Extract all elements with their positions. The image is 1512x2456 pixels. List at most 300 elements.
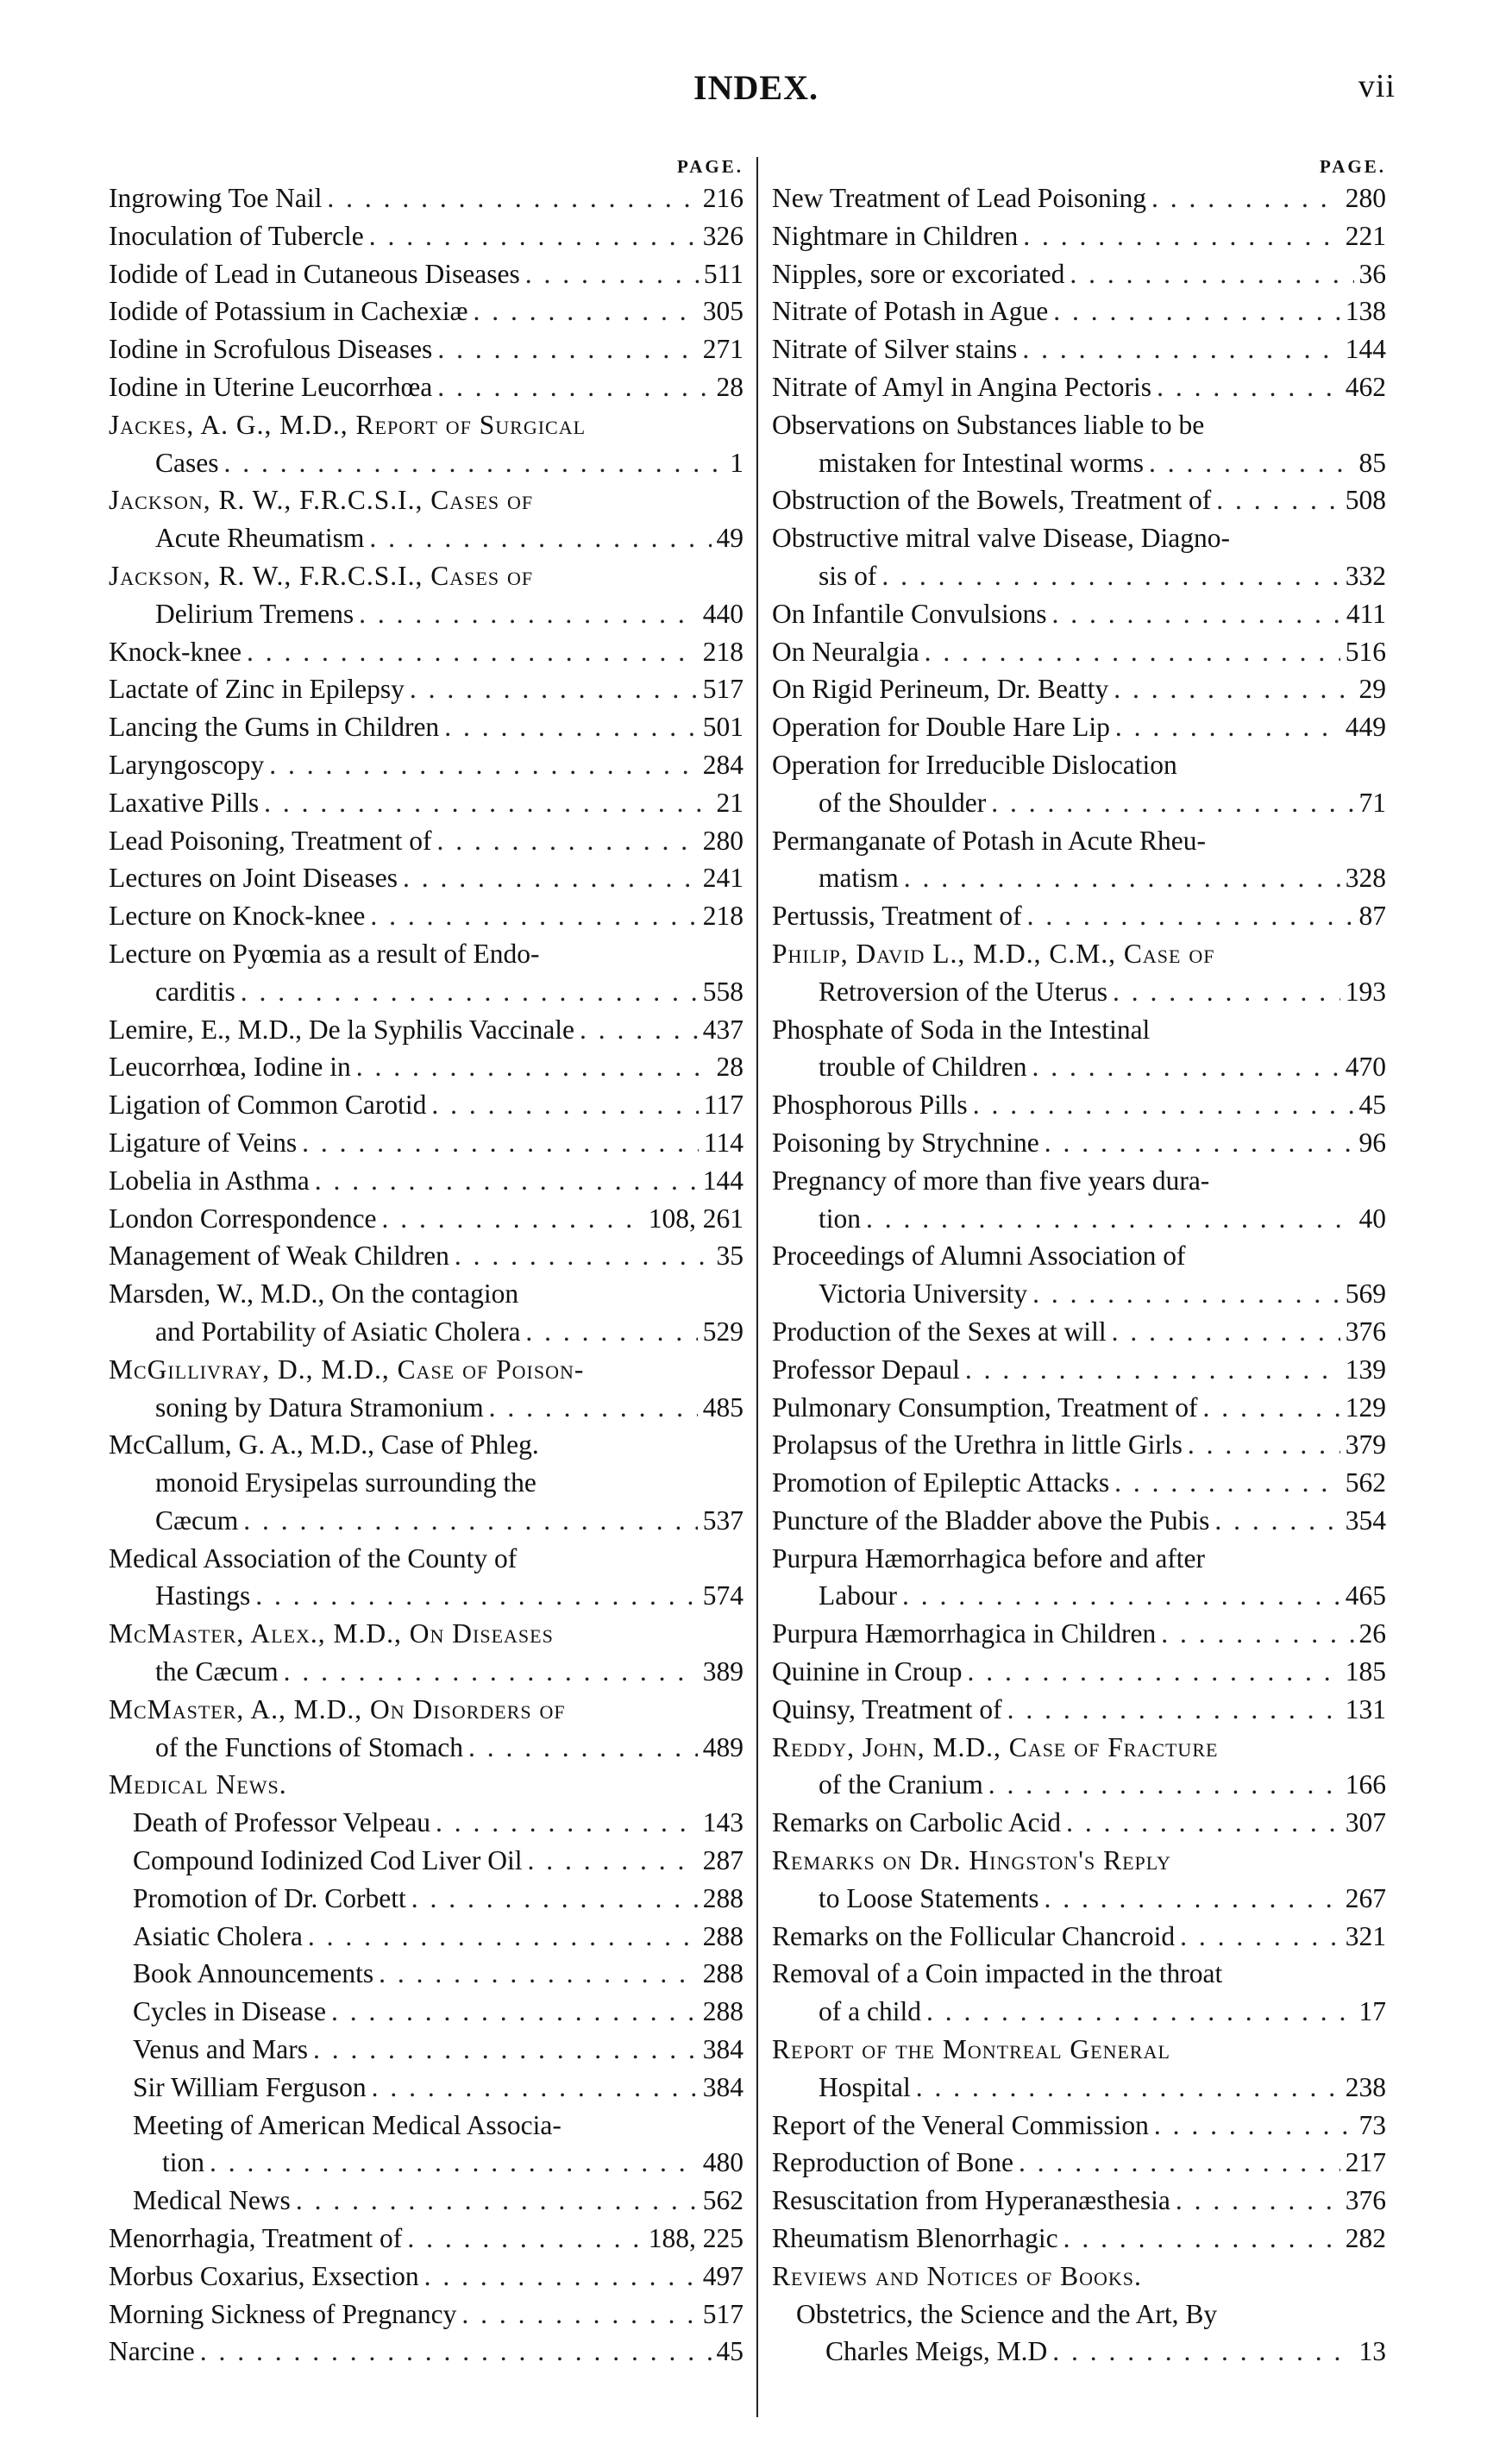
entry-heading: Hastings (155, 1580, 251, 1611)
entry-line (109, 595, 743, 633)
index-entry (109, 859, 743, 897)
entry-page-number: 40 (1358, 1203, 1386, 1234)
entry-line (109, 557, 743, 595)
entry-heading: Quinine in Croup (772, 1656, 963, 1687)
index-entry (109, 670, 743, 708)
entry-line (109, 2296, 743, 2334)
entry-heading: Lecture on Pyœmia as a result of Endo- (109, 938, 540, 969)
entry-heading: McMaster, A., M.D., On Disorders of (109, 1693, 566, 1724)
entry-heading: Inoculation of Tubercle (109, 220, 364, 251)
entry-heading: to Loose Statements (819, 1882, 1039, 1913)
entry-line (109, 2182, 743, 2220)
dot-leader (1176, 2182, 1340, 2220)
entry-page-number: 238 (1345, 2071, 1386, 2102)
entry-heading: Jackes, A. G., M.D., Report of Surgical (109, 409, 587, 440)
index-entry (772, 1124, 1386, 1162)
entry-line (109, 1011, 743, 1049)
dot-leader (313, 2031, 698, 2069)
entry-page-number: 462 (1345, 371, 1386, 402)
index-entry (109, 1918, 743, 1956)
entry-line (772, 481, 1386, 519)
index-entry (772, 1313, 1386, 1351)
entry-page-number: 449 (1345, 712, 1386, 743)
index-entry (772, 1955, 1386, 2031)
entry-heading: and Portability of Asiatic Cholera (155, 1316, 521, 1347)
entry-line (109, 859, 743, 897)
entry-line (772, 633, 1386, 671)
entry-page-number: 307 (1345, 1807, 1386, 1838)
index-entry (109, 1615, 743, 1691)
index-entry (109, 406, 743, 482)
entry-line (109, 481, 743, 519)
entry-heading: Removal of a Coin impacted in the throat (772, 1958, 1223, 1989)
entry-line (109, 292, 743, 330)
dot-leader (1066, 1804, 1340, 1842)
entry-heading: Compound Iodinized Cod Liver Oil (133, 1845, 523, 1876)
entry-heading: Obstructive mitral valve Disease, Diagno- (772, 523, 1230, 554)
index-entry (772, 1351, 1386, 1389)
dot-leader (331, 1993, 698, 2031)
entry-line (109, 368, 743, 406)
index-entry (109, 481, 743, 557)
entry-line (109, 444, 743, 482)
entry-line (772, 1993, 1386, 2031)
index-entry (772, 1918, 1386, 1956)
index-entry (772, 1653, 1386, 1691)
entry-heading: Pulmonary Consumption, Treatment of (772, 1391, 1198, 1423)
entry-heading: Retroversion of the Uterus (819, 976, 1108, 1007)
entry-line (109, 2220, 743, 2258)
entry-line (109, 897, 743, 935)
entry-line (772, 519, 1386, 557)
dot-leader (1023, 217, 1340, 255)
entry-line (109, 1804, 743, 1842)
entry-heading: Iodine in Uterine Leucorrhœa (109, 371, 433, 402)
entry-page-number: 36 (1358, 258, 1386, 289)
index-entry (109, 2296, 743, 2334)
entry-heading: Professor Depaul (772, 1354, 960, 1385)
entry-heading: Puncture of the Bladder above the Pubis (772, 1504, 1210, 1536)
index-entry (772, 2220, 1386, 2258)
index-entry (772, 2182, 1386, 2220)
entry-heading: Cycles in Disease (133, 1996, 326, 2027)
entry-line (772, 973, 1386, 1011)
index-entry (109, 2220, 743, 2258)
index-entry (109, 1804, 743, 1842)
entry-heading: On Rigid Perineum, Dr. Beatty (772, 674, 1109, 705)
dot-leader (1027, 897, 1354, 935)
dot-leader (1022, 330, 1339, 368)
index-entry (772, 292, 1386, 330)
entry-line (772, 1464, 1386, 1502)
entry-heading: Nitrate of Amyl in Angina Pectoris (772, 371, 1152, 402)
entry-page-number: 73 (1358, 2109, 1386, 2140)
entry-line (109, 1275, 743, 1313)
entry-page-number: 558 (702, 976, 743, 1007)
entry-line (772, 557, 1386, 595)
index-entry (772, 368, 1386, 406)
entry-heading: Laryngoscopy (109, 749, 265, 780)
entry-heading: Sir William Ferguson (133, 2071, 367, 2102)
entry-heading: Remarks on the Follicular Chancroid (772, 1920, 1176, 1951)
entry-line (772, 292, 1386, 330)
entry-line (109, 1237, 743, 1275)
index-entry (109, 1275, 743, 1351)
entry-heading: matism (819, 863, 899, 894)
dot-leader (1114, 670, 1353, 708)
entry-line (109, 1729, 743, 1767)
dot-leader (1154, 2107, 1354, 2145)
entry-page-number: 284 (702, 749, 743, 780)
entry-heading: Lobelia in Asthma (109, 1165, 310, 1196)
index-entry (109, 746, 743, 784)
index-entry (772, 1464, 1386, 1502)
entry-heading: Morbus Coxarius, Exsection (109, 2260, 419, 2291)
dot-leader (1113, 973, 1340, 1011)
entry-heading: Death of Professor Velpeau (133, 1807, 430, 1838)
entry-heading: Iodide of Potassium in Cachexiæ (109, 296, 468, 327)
entry-page-number: 143 (702, 1807, 743, 1838)
index-entry (772, 2031, 1386, 2107)
entry-heading: Lead Poisoning, Treatment of (109, 825, 432, 856)
entry-heading: Morning Sickness of Pregnancy (109, 2298, 457, 2329)
dot-leader (881, 557, 1339, 595)
index-entry (109, 255, 743, 293)
entry-line (772, 2220, 1386, 2258)
index-entry (109, 557, 743, 633)
dot-leader (580, 1011, 698, 1049)
index-entry (109, 1842, 743, 1880)
entry-line (772, 1011, 1386, 1049)
entry-line (109, 1540, 743, 1578)
entry-heading: Production of the Sexes at will (772, 1316, 1107, 1347)
entry-page-number: 35 (716, 1241, 743, 1272)
index-entry (772, 2144, 1386, 2182)
index-entry (109, 2069, 743, 2107)
dot-leader (372, 2069, 698, 2107)
dot-leader (455, 1237, 712, 1275)
dot-leader (1114, 1464, 1340, 1502)
dot-leader (968, 1653, 1340, 1691)
index-entry (772, 255, 1386, 293)
entry-page-number: 193 (1345, 976, 1386, 1007)
index-entry (772, 1162, 1386, 1238)
entry-line (772, 255, 1386, 293)
entry-heading: Phosphorous Pills (772, 1090, 968, 1121)
entry-heading: Nitrate of Potash in Ague (772, 296, 1049, 327)
entry-line (772, 1577, 1386, 1615)
dot-leader (437, 330, 697, 368)
entry-line (772, 2144, 1386, 2182)
index-entry (109, 2107, 743, 2183)
index-entry (772, 935, 1386, 1011)
entry-page-number: 288 (702, 1996, 743, 2027)
entry-heading: Prolapsus of the Urethra in little Girls (772, 1429, 1183, 1460)
entry-line (772, 1691, 1386, 1729)
index-entry (109, 822, 743, 860)
entry-line (772, 330, 1386, 368)
entry-page-number: 26 (1358, 1618, 1386, 1649)
dot-leader (991, 784, 1353, 822)
index-entry (109, 217, 743, 255)
entry-heading: Reddy, John, M.D., Case of Fracture (772, 1731, 1219, 1762)
entry-line (772, 1615, 1386, 1653)
dot-leader (296, 2182, 698, 2220)
entry-heading: Report of the Veneral Commission (772, 2109, 1149, 2140)
dot-leader (468, 1729, 698, 1767)
entry-heading: Labour (819, 1580, 897, 1611)
entry-heading: monoid Erysipelas surrounding the (155, 1467, 536, 1498)
dot-leader (241, 973, 698, 1011)
entry-page-number: 144 (1345, 334, 1386, 365)
entry-heading: of the Cranium (819, 1769, 983, 1800)
dot-leader (327, 179, 697, 217)
entry-page-number: 21 (716, 787, 743, 818)
dot-leader (1157, 368, 1340, 406)
entry-page-number: 389 (702, 1656, 743, 1687)
entry-heading: Jackson, R. W., F.R.C.S.I., Cases of (109, 560, 534, 591)
page-column-label: PAGE. (676, 156, 743, 177)
index-entry (109, 1011, 743, 1049)
dot-leader (1115, 708, 1340, 746)
entry-heading: Victoria University (819, 1278, 1028, 1310)
entry-heading: Hospital (819, 2071, 911, 2102)
entry-page-number: 437 (702, 1014, 743, 1045)
dot-leader (436, 822, 697, 860)
index-entry (772, 1729, 1386, 1805)
entry-page-number: 562 (702, 2185, 743, 2216)
entry-page-number: 569 (1345, 1278, 1386, 1310)
entry-page-number: 96 (1358, 1127, 1386, 1158)
dot-leader (1007, 1691, 1340, 1729)
dot-leader (424, 2258, 698, 2296)
entry-heading: Reviews and Notices of Books. (772, 2260, 1142, 2291)
entry-heading: of the Functions of Stomach (155, 1731, 463, 1762)
entry-line (772, 1729, 1386, 1767)
index-entry (109, 2333, 743, 2371)
entry-heading: tion (162, 2147, 205, 2178)
entry-line (772, 2107, 1386, 2145)
entry-line (109, 1426, 743, 1464)
entry-page-number: 489 (702, 1731, 743, 1762)
entry-page-number: 517 (702, 674, 743, 705)
entry-heading: Medical Association of the County of (109, 1542, 518, 1573)
entry-line (772, 1237, 1386, 1275)
entry-line (109, 2144, 743, 2182)
entry-heading: Operation for Irreducible Dislocation (772, 749, 1177, 780)
index-entries-left (109, 179, 743, 2371)
entry-line (772, 1162, 1386, 1200)
entry-line (772, 1313, 1386, 1351)
entry-heading: Marsden, W., M.D., On the contagion (109, 1278, 519, 1310)
entry-heading: Jackson, R. W., F.R.C.S.I., Cases of (109, 485, 534, 516)
entry-line (109, 217, 743, 255)
entry-page-number: 376 (1345, 1316, 1386, 1347)
entry-heading: Laxative Pills (109, 787, 260, 818)
entry-line (109, 1086, 743, 1124)
index-entry (772, 897, 1386, 935)
entry-heading: Charles Meigs, M.D (825, 2336, 1048, 2367)
entry-line (109, 2107, 743, 2145)
entry-page-number: 485 (702, 1391, 743, 1423)
entry-heading: Observations on Substances liable to be (772, 409, 1205, 440)
index-column-left (109, 154, 743, 2371)
entry-page-number: 574 (702, 1580, 743, 1611)
entry-line (772, 1502, 1386, 1540)
entry-line (109, 746, 743, 784)
dot-leader (431, 1086, 699, 1124)
entry-page-number: 497 (702, 2260, 743, 2291)
index-entry (109, 1766, 743, 1804)
entry-line (109, 1200, 743, 1238)
entry-line (109, 1918, 743, 1956)
entry-page-number: 480 (702, 2147, 743, 2178)
entry-page-number: 501 (702, 712, 743, 743)
entry-page-number: 354 (1345, 1504, 1386, 1536)
entry-heading: trouble of Children (819, 1052, 1027, 1083)
entry-line (772, 2182, 1386, 2220)
entry-line (109, 670, 743, 708)
entry-heading: Venus and Mars (133, 2034, 308, 2065)
entry-line (109, 1464, 743, 1502)
index-entry (772, 1086, 1386, 1124)
entry-heading: Nitrate of Silver stains (772, 334, 1018, 365)
dot-leader (1063, 2220, 1340, 2258)
dot-leader (461, 2296, 697, 2334)
entry-heading: Purpura Hæmorrhagica in Children (772, 1618, 1157, 1649)
dot-leader (904, 859, 1340, 897)
dot-leader (1149, 444, 1353, 482)
dot-leader (302, 1124, 699, 1162)
index-entry (772, 519, 1386, 595)
entry-line (772, 1200, 1386, 1238)
dot-leader (1180, 1918, 1340, 1956)
entry-page-number: 332 (1345, 560, 1386, 591)
entry-page-number: 326 (702, 220, 743, 251)
dot-leader (1032, 1048, 1339, 1086)
entry-page-number: 288 (702, 1882, 743, 1913)
index-entry (109, 1691, 743, 1767)
dot-leader (1112, 1313, 1340, 1351)
index-entry (772, 406, 1386, 482)
entry-line (109, 1351, 743, 1389)
dot-leader (902, 1577, 1340, 1615)
index-entry (109, 368, 743, 406)
entry-heading: Report of the Montreal General (772, 2034, 1170, 2065)
dot-leader (436, 1804, 698, 1842)
entry-heading: Lectures on Joint Diseases (109, 863, 398, 894)
entry-line (772, 1955, 1386, 1993)
dot-leader (369, 217, 698, 255)
index-entry (109, 1955, 743, 1993)
dot-leader (264, 784, 711, 822)
entry-line (772, 179, 1386, 217)
dot-leader (925, 633, 1340, 671)
entry-line (772, 406, 1386, 444)
entry-line (772, 444, 1386, 482)
index-entry (772, 1502, 1386, 1540)
entry-line (109, 179, 743, 217)
entry-heading: Lactate of Zinc in Epilepsy (109, 674, 405, 705)
entry-page-number: 379 (1345, 1429, 1386, 1460)
index-entry (109, 1993, 743, 2031)
entry-heading: Medical News (133, 2185, 291, 2216)
entry-line (772, 217, 1386, 255)
index-entry (109, 935, 743, 1011)
entry-line (109, 784, 743, 822)
entry-line (772, 1653, 1386, 1691)
index-entry (772, 746, 1386, 822)
entry-line (109, 2258, 743, 2296)
entry-line (772, 2069, 1386, 2107)
dot-leader (916, 2069, 1340, 2107)
index-entry (109, 2182, 743, 2220)
entry-line (109, 255, 743, 293)
dot-leader (315, 1162, 698, 1200)
entry-heading: Purpura Hæmorrhagica before and after (772, 1542, 1206, 1573)
entry-line (772, 1351, 1386, 1389)
dot-leader (403, 859, 698, 897)
entry-line (109, 935, 743, 973)
dot-leader (359, 595, 698, 633)
entry-line (109, 822, 743, 860)
index-entry (772, 1691, 1386, 1729)
entry-line (109, 1842, 743, 1880)
index-entry (772, 1011, 1386, 1087)
entry-heading: soning by Datura Stramonium (155, 1391, 484, 1423)
entry-page-number: 221 (1345, 220, 1386, 251)
entry-page-number: 131 (1345, 1693, 1386, 1724)
entry-heading: Lecture on Knock-knee (109, 901, 366, 932)
dot-leader (444, 708, 698, 746)
index-entry (772, 179, 1386, 217)
entry-page-number: 45 (716, 2336, 743, 2367)
entry-heading: Obstetrics, the Science and the Art, By (796, 2298, 1218, 2329)
dot-leader (1216, 481, 1340, 519)
entry-page-number: 216 (702, 183, 743, 213)
entry-line (109, 1389, 743, 1427)
entry-page-number: 305 (702, 296, 743, 327)
index-entry (772, 2258, 1386, 2296)
entry-heading: Narcine (109, 2336, 195, 2367)
page-number: vii (1358, 68, 1396, 104)
dot-leader (255, 1577, 698, 1615)
entry-heading: Lemire, E., M.D., De la Syphilis Vaccinale (109, 1014, 575, 1045)
index-entry (109, 1880, 743, 1918)
entry-page-number: 139 (1345, 1354, 1386, 1385)
dot-leader (1044, 1880, 1339, 1918)
entry-line (109, 406, 743, 444)
dot-leader (269, 746, 698, 784)
entry-line (109, 1162, 743, 1200)
entry-heading: Iodide of Lead in Cutaneous Diseases (109, 258, 520, 289)
entry-heading: Nipples, sore or excoriated (772, 258, 1065, 289)
entry-page-number: 287 (702, 1845, 743, 1876)
dot-leader (369, 519, 711, 557)
entry-page-number: 537 (702, 1504, 743, 1536)
dot-leader (379, 1955, 698, 1993)
dot-leader (1161, 1615, 1353, 1653)
entry-page-number: 29 (1358, 674, 1386, 705)
entry-page-number: 144 (702, 1165, 743, 1196)
entry-heading: Phosphate of Soda in the Intestinal (772, 1014, 1151, 1045)
entry-heading: Reproduction of Bone (772, 2147, 1013, 2178)
entry-page-number: 45 (1358, 1090, 1386, 1121)
dot-leader (973, 1086, 1354, 1124)
index-entry (109, 1426, 743, 1539)
entry-page-number: 217 (1345, 2147, 1386, 2178)
dot-leader (525, 1313, 697, 1351)
